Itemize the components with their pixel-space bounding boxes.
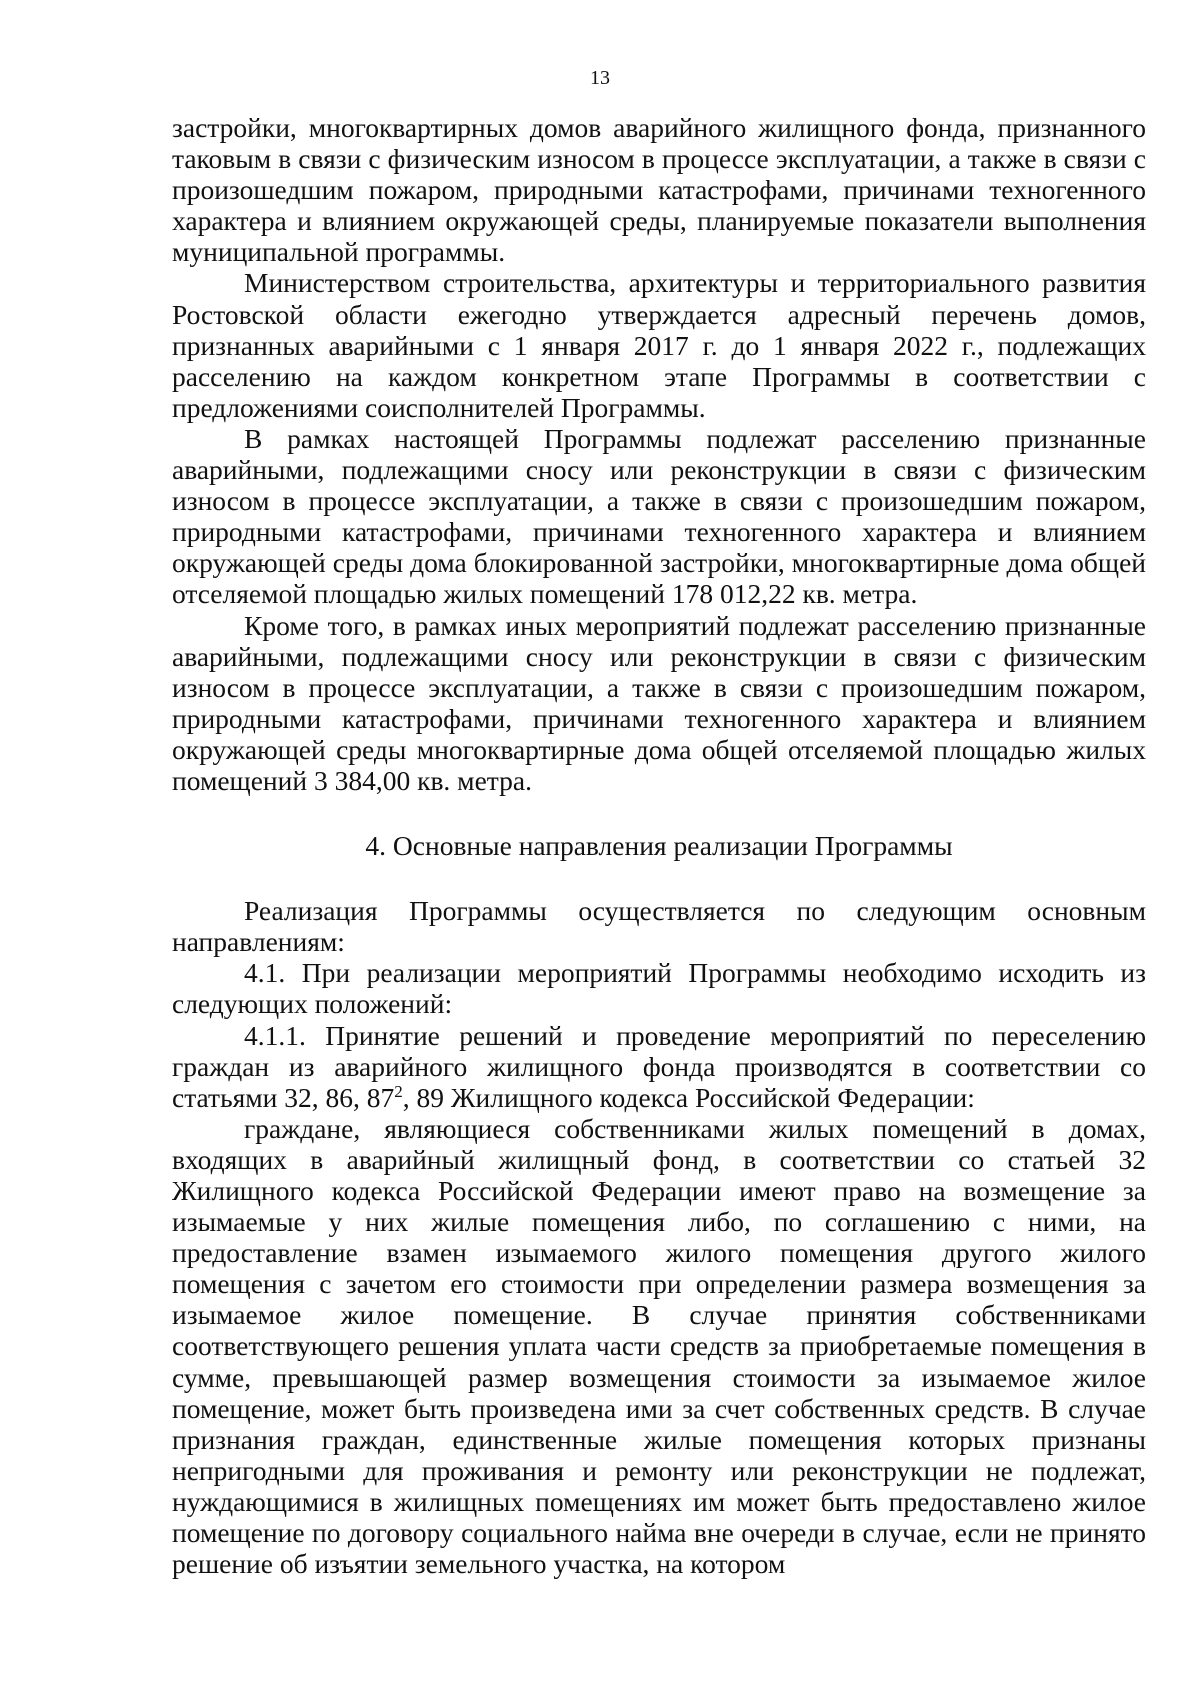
paragraph-ministry-list: Министерством строительства, архитектуры и территориального развития Ростовской области ежегодно утверждается адресный перечень домов, признанных аварийными с 1 января 2017 г. до 1 января 2022 г., подлежащих расселению на каждом конкретном этапе Программы в соответствии с предложениями соисполнителей Программы.	[172, 267, 1146, 423]
paragraph-other-measures: Кроме того, в рамках иных мероприятий подлежат расселению признанные аварийными, подлежащими сносу или реконструкции в связи с физическим износом в процессе эксплуатации, а также в связи с произошедшим пожаром, природными катастрофами, причинами техногенного характера и влиянием окружающей среды многоквартирные дома общей отселяемой площадью жилых помещений 3 384,00 кв. метра.	[172, 609, 1146, 796]
document-body	[172, 112, 1146, 1579]
section-heading: 4. Основные направления реализации Программы	[365, 830, 953, 862]
paragraph-4-1-1-text-start: 4.1.1. Принятие решений и проведение мероприятий по переселению граждан из аварийного жилищного фонда производятся в соответствии со статьями 32, 86, 87	[172, 1019, 1146, 1113]
page-number: 13	[590, 67, 610, 89]
article-superscript: 2	[394, 1081, 403, 1101]
paragraph-directions: Реализация Программы осуществляется по следующим основным направлениям:	[172, 895, 1146, 958]
paragraph-continuation: застройки, многоквартирных домов аварийного жилищного фонда, признанного таковым в связи с физическим износом в процессе эксплуатации, а также в связи с произошедшим пожаром, природными катастрофами, причинами техногенного характера и влиянием окружающей среды, планируемые показатели выполнения муниципальной программы.	[172, 112, 1146, 268]
paragraph-4-1-1-text-end: , 89 Жилищного кодекса Российской Федерации:	[402, 1081, 975, 1113]
paragraph-program-resettlement: В рамках настоящей Программы подлежат расселению признанные аварийными, подлежащими сносу или реконструкции в связи с физическим износом в процессе эксплуатации, а также в связи с произошедшим пожаром, природными катастрофами, причинами техногенного характера и влиянием окружающей среды дома блокированной застройки, многоквартирные дома общей отселяемой площадью жилых помещений 178 012,22 кв. метра.	[172, 422, 1146, 610]
paragraph-4-1-1	[172, 1020, 1146, 1113]
paragraph-4-1: 4.1. При реализации мероприятий Программы необходимо исходить из следующих положений:	[172, 957, 1146, 1020]
paragraph-owners-rights: граждане, являющиеся собственниками жилых помещений в домах, входящих в аварийный жилищный фонд, в соответствии со статьей 32 Жилищного кодекса Российской Федерации имеют право на возмещение за изымаемые у них жилые помещения либо, по соглашению с ними, на предоставление взамен изымаемого жилого помещения другого жилого помещения с зачетом его стоимости при определении размера возмещения за изымаемое жилое помещение. В случае принятия собственниками соответствующего решения уплата части средств за приобретаемые помещения в сумме, превышающей размер возмещения стоимости за изымаемое жилое помещение, может быть произведена ими за счет собственных средств. В случае признания граждан, единственные жилые помещения которых признаны непригодными для проживания и ремонту или реконструкции не подлежат, нуждающимися в жилищных помещениях им может быть предоставлено жилое помещение по договору социального найма вне очереди в случае, если не принято решение об изъятии земельного участка, на котором	[172, 1112, 1146, 1580]
